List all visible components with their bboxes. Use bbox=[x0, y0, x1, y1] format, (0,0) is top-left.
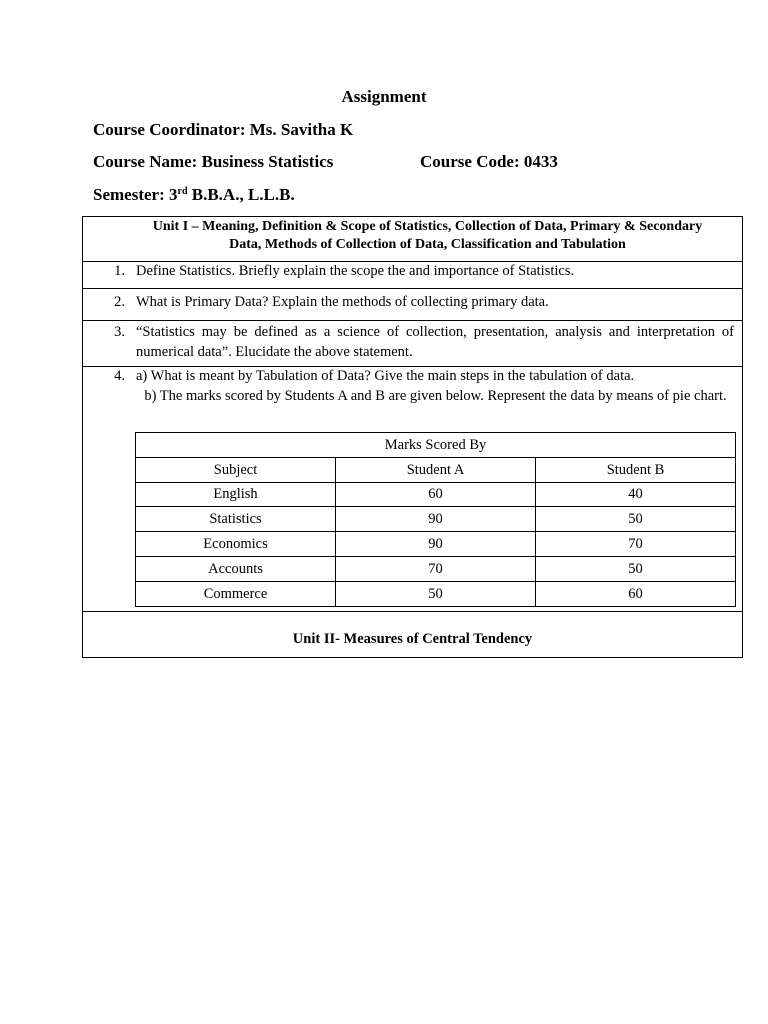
table-caption-row bbox=[136, 433, 736, 458]
unit-2-heading: Unit II- Measures of Central Tendency bbox=[292, 631, 533, 647]
document-title: Assignment bbox=[341, 87, 427, 106]
table-caption: Marks Scored By bbox=[136, 433, 736, 458]
table-row bbox=[136, 507, 736, 532]
semester-prefix: Semester: 3 bbox=[93, 185, 178, 204]
semester bbox=[93, 185, 295, 205]
student-a-cell: 90 bbox=[336, 507, 536, 532]
semester-ordinal: rd bbox=[177, 186, 188, 197]
question-text: “Statistics may be defined as a science of collection, presentation, analysis and interpretation of numerical data”. Elucidate the above statement. bbox=[136, 324, 734, 360]
question-4 bbox=[83, 367, 742, 612]
subject-cell: Statistics bbox=[136, 507, 336, 532]
question-text: What is Primary Data? Explain the methods of collecting primary data. bbox=[136, 294, 549, 310]
question-number: 1. bbox=[114, 263, 125, 279]
student-a-cell: 50 bbox=[336, 581, 536, 606]
marks-table bbox=[135, 432, 736, 607]
column-header-subject: Subject bbox=[136, 457, 336, 482]
student-b-cell: 60 bbox=[536, 581, 736, 606]
subject-cell: Economics bbox=[136, 532, 336, 557]
table-row bbox=[136, 532, 736, 557]
column-header-student-a: Student A bbox=[336, 457, 536, 482]
course-name: Course Name: Business Statistics bbox=[93, 152, 334, 171]
subject-cell: Commerce bbox=[136, 581, 336, 606]
student-a-cell: 90 bbox=[336, 532, 536, 557]
question-1 bbox=[83, 262, 742, 289]
student-b-cell: 50 bbox=[536, 556, 736, 581]
question-3 bbox=[83, 321, 742, 367]
table-row bbox=[136, 556, 736, 581]
question-number: 3. bbox=[114, 324, 125, 340]
column-header-student-b: Student B bbox=[536, 457, 736, 482]
student-a-cell: 70 bbox=[336, 556, 536, 581]
question-text-b: b) The marks scored by Students A and B are given below. Represent the data by means of pie chart. bbox=[144, 387, 727, 404]
subject-cell: Accounts bbox=[136, 556, 336, 581]
table-row bbox=[136, 482, 736, 507]
course-code: Course Code: 0433 bbox=[420, 152, 558, 171]
question-number: 2. bbox=[114, 294, 125, 310]
question-number: 4. bbox=[114, 368, 125, 384]
table-row bbox=[136, 581, 736, 606]
table-header-row bbox=[136, 457, 736, 482]
question-2 bbox=[83, 289, 742, 321]
semester-program: B.B.A., L.L.B. bbox=[187, 185, 295, 204]
question-text-a: a) What is meant by Tabulation of Data? Give the main steps in the tabulation of data. bbox=[136, 368, 635, 384]
student-b-cell: 50 bbox=[536, 507, 736, 532]
subject-cell: English bbox=[136, 482, 336, 507]
assignment-table bbox=[82, 216, 743, 658]
unit-1-heading: Unit I – Meaning, Definition & Scope of Statistics, Collection of Data, Primary & Secondary Data, Methods of Collection of Data, Classification and Tabulation bbox=[83, 217, 742, 262]
course-coordinator: Course Coordinator: Ms. Savitha K bbox=[93, 120, 354, 139]
student-b-cell: 40 bbox=[536, 482, 736, 507]
student-b-cell: 70 bbox=[536, 532, 736, 557]
question-text: Define Statistics. Briefly explain the scope the and importance of Statistics. bbox=[136, 263, 575, 279]
student-a-cell: 60 bbox=[336, 482, 536, 507]
